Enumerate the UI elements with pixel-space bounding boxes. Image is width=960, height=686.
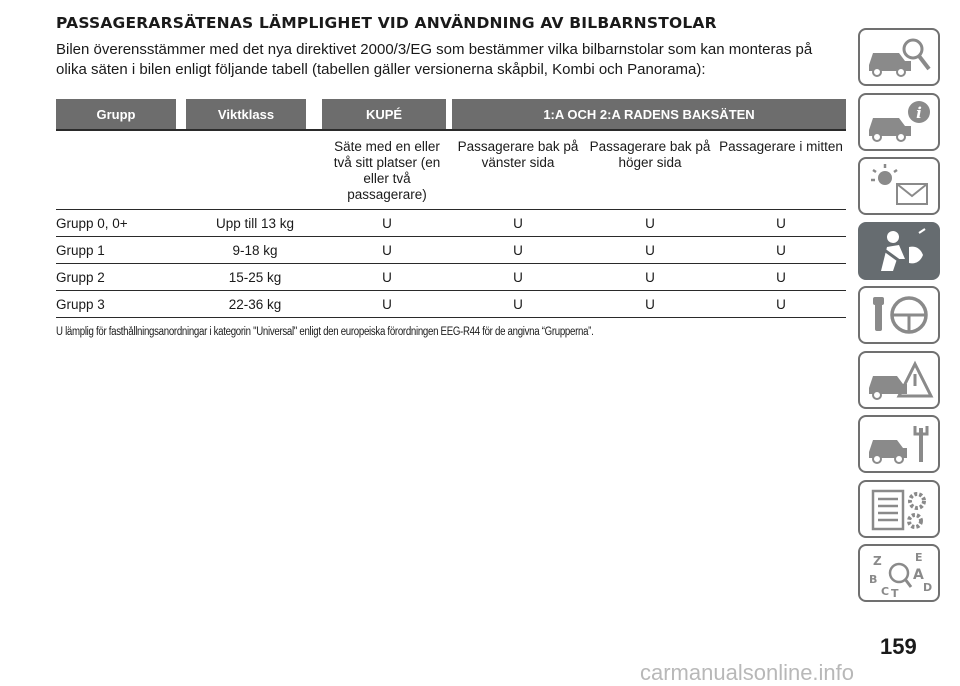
alphabet-index-icon (861, 547, 937, 599)
cell-rear-middle: U (716, 210, 846, 237)
table-subheader-row (56, 130, 846, 210)
table-footnote: U lämplig för fasthållningsanordningar i kategorin "Universal" enligt den europeiska förordningen EEG-R44 för de angivna “Grupperna”. (56, 326, 594, 338)
cell-group: Grupp 3 (56, 291, 176, 318)
chapter-tab-emergency[interactable] (858, 351, 940, 409)
cell-rear-left: U (452, 237, 584, 264)
svg-text:Z: Z (873, 554, 882, 568)
cell-rear-middle: U (716, 264, 846, 291)
chapter-tab-index[interactable] (858, 544, 940, 602)
cell-rear-right: U (584, 264, 716, 291)
subheader-coupe-seat: Säte med en eller två sitt platser (en eller två passagerare) (322, 130, 452, 210)
svg-text:C: C (881, 585, 890, 598)
cell-group: Grupp 1 (56, 237, 176, 264)
chapter-tab-car-magnifier[interactable] (858, 28, 940, 86)
cell-rear-middle: U (716, 291, 846, 318)
subheader-rear-left: Passagerare bak på vänster sida (452, 130, 584, 210)
subheader-rear-right: Passagerare bak på höger sida (584, 130, 716, 210)
cell-rear-left: U (452, 210, 584, 237)
chapter-tabs (858, 28, 948, 609)
seatbelt-airbag-icon (861, 225, 937, 277)
subheader-rear-middle: Passagerare i mitten (716, 130, 846, 210)
chapter-tab-safety[interactable] (858, 222, 940, 280)
svg-text:B: B (869, 573, 878, 586)
cell-coupe: U (322, 210, 452, 237)
table-row (56, 291, 846, 318)
watermark: carmanualsonline.info (640, 660, 855, 685)
cell-weight: 15-25 kg (176, 264, 322, 291)
cell-weight: 22-36 kg (176, 291, 322, 318)
chapter-tab-car-info[interactable] (858, 93, 940, 151)
cell-rear-right: U (584, 291, 716, 318)
chapter-tab-technical-data[interactable] (858, 480, 940, 538)
intro-line-2: olika säten i bilen enligt följande tabell (tabellen gäller versionerna skåpbil, Kombi och Panorama): (56, 61, 706, 78)
chapter-tab-starting-driving[interactable] (858, 286, 940, 344)
svg-text:A: A (913, 567, 924, 583)
cell-rear-left: U (452, 264, 584, 291)
header-group: Grupp (56, 99, 176, 130)
cell-weight: Upp till 13 kg (176, 210, 322, 237)
cell-group: Grupp 2 (56, 264, 176, 291)
page-content (56, 14, 846, 338)
header-rear-seats: 1:A OCH 2:A RADENS BAKSÄTEN (452, 99, 846, 130)
cell-rear-right: U (584, 210, 716, 237)
car-info-icon (861, 96, 937, 148)
header-spacer (306, 99, 322, 130)
subheader-empty (56, 130, 322, 210)
table-header-row (56, 99, 846, 130)
cell-group: Grupp 0, 0+ (56, 210, 176, 237)
cell-weight: 9-18 kg (176, 237, 322, 264)
intro-text (56, 40, 846, 80)
page-number: 159 (880, 634, 917, 659)
svg-text:i: i (916, 103, 922, 122)
svg-text:E: E (915, 551, 923, 564)
spec-list-gears-icon (861, 483, 937, 535)
table-row (56, 210, 846, 237)
cell-rear-right: U (584, 237, 716, 264)
header-coupe: KUPÉ (322, 99, 446, 130)
page-title: PASSAGERARSÄTENAS LÄMPLIGHET VID ANVÄNDNING AV BILBARNSTOLAR (56, 14, 717, 32)
intro-line-1: Bilen överensstämmer med det nya direktivet 2000/3/EG som bestämmer vilka bilbarnstolar som kan monteras på (56, 41, 813, 58)
chapter-tab-maintenance[interactable] (858, 415, 940, 473)
child-seat-table (56, 99, 846, 318)
car-magnifier-icon (861, 31, 937, 83)
chapter-tab-warning-lights[interactable] (858, 157, 940, 215)
car-wrench-icon (861, 418, 937, 470)
table-row (56, 237, 846, 264)
table-row (56, 264, 846, 291)
svg-text:D: D (923, 581, 933, 594)
header-spacer (176, 99, 186, 130)
steering-wheel-key-icon (861, 289, 937, 341)
warning-lights-envelope-icon (861, 160, 937, 212)
header-weight: Viktklass (186, 99, 306, 130)
cell-coupe: U (322, 264, 452, 291)
cell-rear-left: U (452, 291, 584, 318)
cell-rear-middle: U (716, 237, 846, 264)
svg-text:T: T (891, 587, 899, 599)
cell-coupe: U (322, 237, 452, 264)
car-warning-triangle-icon (861, 354, 937, 406)
cell-coupe: U (322, 291, 452, 318)
